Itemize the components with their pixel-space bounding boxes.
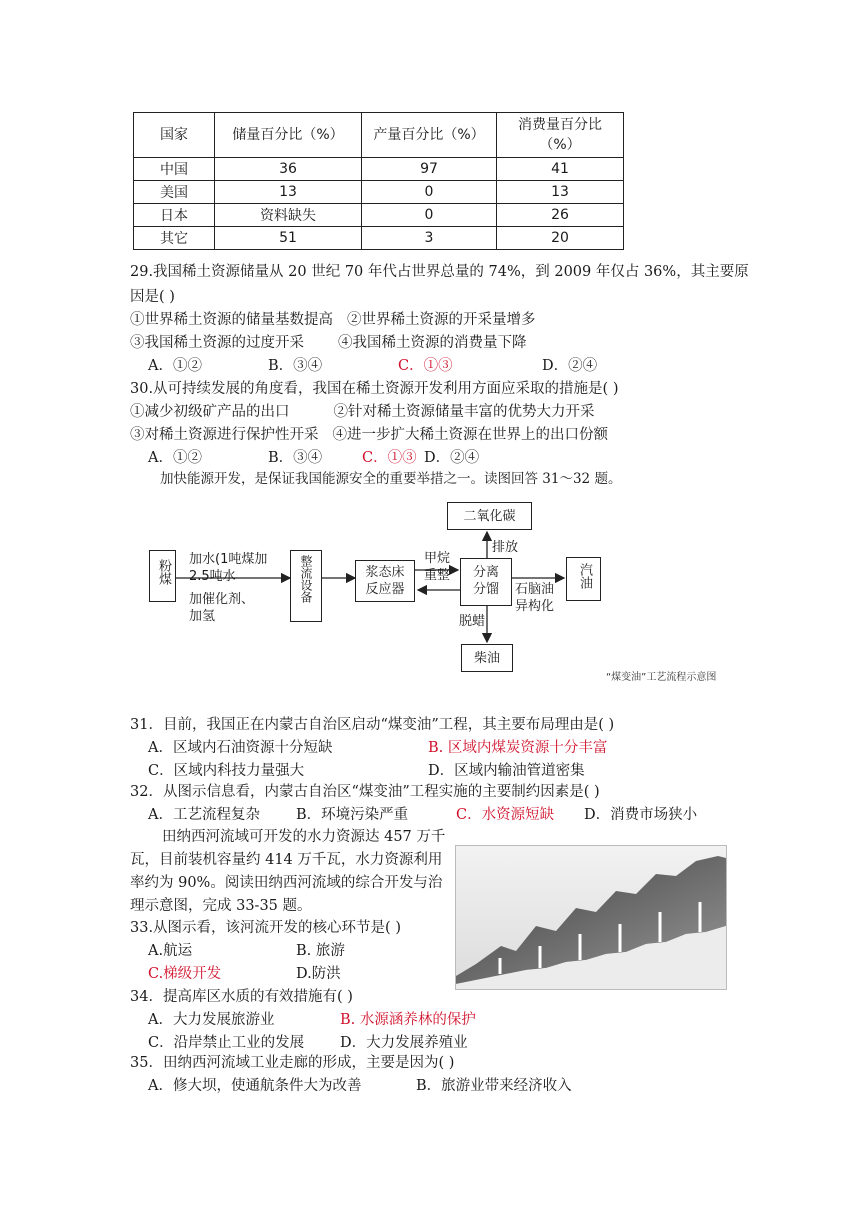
reactor-label-2: 反应器	[365, 582, 405, 597]
q30-option-b: B．③④	[268, 450, 323, 466]
table-header: 产量百分比（%）	[362, 113, 497, 158]
q35-option-a: A．修大坝，使通航条件大为改善	[148, 1078, 362, 1094]
q32-option-d: D．消费市场狭小	[584, 807, 698, 823]
table-cell: 97	[362, 158, 497, 181]
q31-option-a: A．区域内石油资源十分短缺	[148, 740, 333, 756]
table-cell: 36	[215, 158, 362, 181]
table-cell: 其它	[134, 227, 215, 250]
table-cell: 日本	[134, 204, 215, 227]
table-cell: 20	[497, 227, 624, 250]
q31-options-row2	[148, 761, 585, 781]
q35-option-b: B．旅游业带来经济收入	[416, 1078, 572, 1094]
naphtha-label-1: 石脑油	[515, 582, 555, 597]
q34-option-c: C．沿岸禁止工业的发展	[148, 1035, 305, 1051]
co2-box	[447, 502, 532, 530]
q34-options-row2	[148, 1033, 468, 1053]
q31-option-c: C．区域内科技力量强大	[148, 763, 305, 779]
table-cell: 中国	[134, 158, 215, 181]
q31-options-row1	[148, 738, 607, 758]
rectifier-box	[290, 550, 322, 622]
table-cell: 3	[362, 227, 497, 250]
q32-option-a: A．工艺流程复杂	[148, 807, 260, 823]
q30-statement-3: ③对稀土资源进行保护性开采	[130, 427, 319, 443]
q30-option-d: D．②④	[424, 450, 480, 466]
q31-option-b: B. 区域内煤炭资源十分丰富	[428, 740, 608, 756]
q29-statement-3: ③我国稀土资源的过度开采	[130, 335, 304, 351]
gasoline-box	[566, 557, 601, 601]
q32-stem: 32．从图示信息看，内蒙古自治区“煤变油”工程实施的主要制约因素是( )	[130, 784, 600, 800]
table-cell: 51	[215, 227, 362, 250]
intro-31-32: 加快能源开发，是保证我国能源安全的重要举措之一。读图回答 31～32 题。	[160, 471, 622, 487]
reactor-box	[355, 560, 415, 602]
q35-stem: 35．田纳西河流域工业走廊的形成，主要是因为( )	[130, 1055, 455, 1071]
q31-option-d: D．区域内输油管道密集	[428, 763, 585, 779]
q29-option-d: D．②④	[542, 358, 598, 374]
coal-label: 粉煤	[156, 559, 171, 585]
q32-option-c: C．水资源短缺	[456, 807, 555, 823]
table-cell: 资料缺失	[215, 204, 362, 227]
separator-label-1: 分离	[472, 565, 499, 580]
q33-option-b: B. 旅游	[296, 943, 345, 959]
q33-option-a: A.航运	[148, 943, 193, 959]
q34-options-row1	[148, 1010, 476, 1030]
co2-label: 二氧化碳	[463, 509, 516, 524]
table-cell: 13	[497, 181, 624, 204]
q33-stem: 33.从图示看，该河流开发的核心环节是( )	[130, 920, 401, 936]
rectifier-label: 整流设备	[299, 555, 313, 603]
q29-stem-line1: 29.我国稀土资源储量从 20 世纪 70 年代占世界总量的 74%，到 2009 年仅占 36%，其主要原	[130, 264, 749, 280]
reactor-label-1: 浆态床	[365, 565, 405, 580]
emit-label: 排放	[492, 540, 519, 555]
coal-box	[149, 550, 176, 602]
table-cell: 13	[215, 181, 362, 204]
q33-option-c: C.梯级开发	[148, 966, 222, 982]
q29-option-a: A．①②	[148, 358, 202, 374]
q34-option-b: B. 水源涵养林的保护	[340, 1012, 476, 1028]
q30-statement-4: ④进一步扩大稀土资源在世界上的出口份额	[332, 427, 608, 443]
table-cell: 0	[362, 204, 497, 227]
q29-statement-1: ①世界稀土资源的储量基数提高	[130, 312, 333, 328]
q35-options-row1	[148, 1076, 572, 1096]
q29-stem-line2: 因是( )	[130, 289, 175, 305]
table-header-text: 消费量百分比（%）	[518, 117, 602, 153]
q29-statement-4: ④我国稀土资源的消费量下降	[338, 335, 527, 351]
intro-33-35: 田纳西河流域可开发的水力资源达 457 万千瓦，目前装机容量约 414 万千瓦，水力资源利用率约为 90%。阅读田纳西河流域的综合开发与治理示意图，完成 33-35 题。	[130, 829, 446, 914]
gasoline-label: 汽油	[577, 563, 592, 589]
q30-option-c: C．①③	[362, 450, 417, 466]
diesel-box	[461, 644, 513, 672]
methane-label-1: 甲烷	[424, 551, 451, 566]
diesel-label: 柴油	[473, 651, 500, 666]
q33-option-d: D.防洪	[296, 966, 341, 982]
q29-option-c: C．①③	[398, 358, 453, 374]
q34-option-a: A．大力发展旅游业	[148, 1012, 275, 1028]
diagram-caption: “煤变油”工艺流程示意图	[606, 672, 717, 683]
catalyst-note-1: 加催化剂、	[189, 592, 255, 607]
table-cell: 0	[362, 181, 497, 204]
q34-option-d: D．大力发展养殖业	[340, 1035, 468, 1051]
q33-options-row2	[148, 964, 341, 984]
q32-option-b: B．环境污染严重	[296, 807, 409, 823]
q30-statement-1: ①减少初级矿产品的出口	[130, 404, 290, 420]
q29-option-b: B．③④	[268, 358, 323, 374]
water-note-2: 2.5吨水	[189, 569, 236, 584]
q32-options	[148, 805, 697, 825]
catalyst-note-2: 加氢	[189, 609, 216, 624]
water-note-1: 加水(1吨煤加	[189, 552, 268, 567]
methane-label-2: 重整	[424, 568, 451, 583]
naphtha-label-2: 异构化	[515, 599, 555, 614]
separator-label-2: 分馏	[472, 582, 499, 597]
q30-option-a: A．①②	[148, 450, 202, 466]
q33-options-row1	[148, 941, 345, 961]
table-cell: 26	[497, 204, 624, 227]
q34-stem: 34．提高库区水质的有效措施有( )	[130, 989, 353, 1005]
separator-box	[460, 558, 512, 606]
q30-statement-2: ②针对稀土资源储量丰富的优势大力开采	[333, 404, 595, 420]
dewax-label: 脱蜡	[459, 614, 486, 629]
q29-statement-2: ②世界稀土资源的开采量增多	[347, 312, 536, 328]
table-cell: 美国	[134, 181, 215, 204]
tennessee-river-cascade-image	[455, 845, 727, 990]
table-header: 储量百分比（%）	[215, 113, 362, 158]
table-cell: 41	[497, 158, 624, 181]
q31-stem: 31．目前，我国正在内蒙古自治区启动“煤变油”工程，其主要布局理由是( )	[130, 717, 615, 733]
table-header: 国家	[134, 113, 215, 158]
q30-stem: 30.从可持续发展的角度看，我国在稀土资源开发利用方面应采取的措施是( )	[130, 381, 619, 397]
